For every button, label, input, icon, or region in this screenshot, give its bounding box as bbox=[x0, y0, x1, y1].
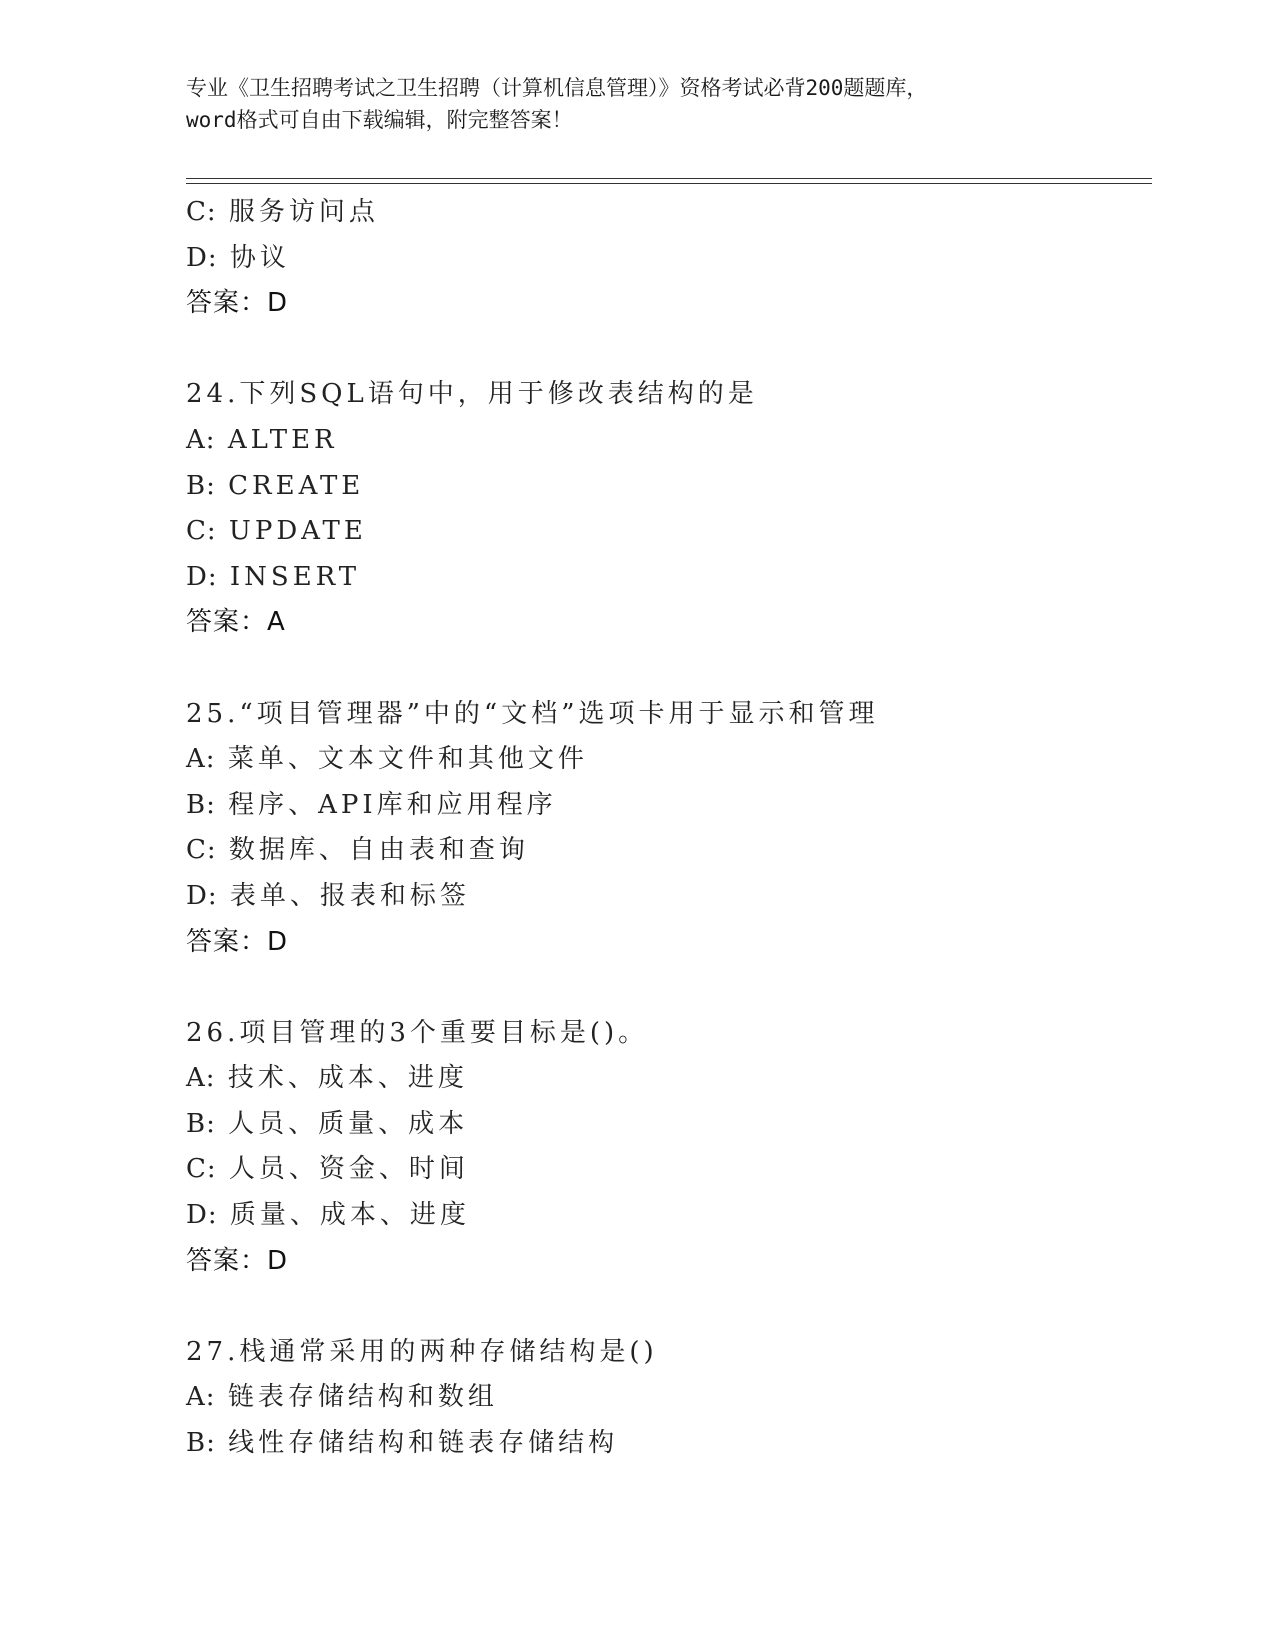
option-text: 协议 bbox=[229, 242, 290, 273]
option-line bbox=[186, 464, 1146, 510]
question-list bbox=[186, 190, 1146, 1467]
option-letter: C: bbox=[186, 197, 217, 227]
option-text: 程序、API库和应用程序 bbox=[228, 789, 557, 820]
option-line bbox=[186, 1421, 1146, 1467]
option-text: 菜单、文本文件和其他文件 bbox=[227, 744, 588, 775]
option-line bbox=[186, 1056, 1146, 1102]
option-letter: A: bbox=[186, 424, 216, 455]
option-line bbox=[186, 828, 1146, 874]
answer-line: 答案：D bbox=[186, 926, 289, 957]
option-letter: C: bbox=[186, 835, 217, 866]
option-text: 数据库、自由表和查询 bbox=[228, 835, 529, 866]
question-stem: 24.下列SQL语句中，用于修改表结构的是 bbox=[186, 379, 758, 410]
option-text: 质量、成本、进度 bbox=[229, 1200, 470, 1231]
option-letter: B: bbox=[186, 470, 216, 501]
answer-line: 答案：D bbox=[186, 288, 289, 319]
option-line bbox=[186, 236, 1146, 282]
header-divider-bottom bbox=[186, 183, 1152, 184]
question-stem: 26.项目管理的3个重要目标是()。 bbox=[186, 1017, 649, 1048]
option-line bbox=[186, 509, 1146, 555]
option-letter: C: bbox=[186, 1154, 217, 1185]
question-stem: 25.“项目管理器”中的“文档”选项卡用于显示和管理 bbox=[186, 698, 879, 729]
question-gap bbox=[186, 965, 1146, 1011]
document-header bbox=[186, 72, 1086, 136]
question-gap bbox=[186, 646, 1146, 692]
option-letter: D: bbox=[186, 242, 218, 273]
question-gap bbox=[186, 327, 1146, 373]
option-text: 线性存储结构和链表存储结构 bbox=[228, 1428, 619, 1459]
option-line bbox=[186, 874, 1146, 920]
option-text: 链表存储结构和数组 bbox=[227, 1382, 498, 1413]
option-letter: B: bbox=[186, 1428, 216, 1459]
option-line bbox=[186, 1193, 1146, 1239]
option-text: CREATE bbox=[228, 470, 365, 501]
option-line bbox=[186, 1375, 1146, 1421]
header-title-line-2: word格式可自由下载编辑，附完整答案！ bbox=[186, 108, 573, 132]
option-letter: D: bbox=[186, 561, 218, 592]
option-text: UPDATE bbox=[228, 516, 367, 547]
option-letter: A: bbox=[186, 744, 216, 775]
option-letter: D: bbox=[186, 880, 218, 911]
option-text: 表单、报表和标签 bbox=[229, 880, 470, 911]
option-line bbox=[186, 418, 1146, 464]
option-text: 人员、资金、时间 bbox=[228, 1154, 469, 1185]
header-title-line-1: 专业《卫生招聘考试之卫生招聘（计算机信息管理）》资格考试必背200题题库， bbox=[186, 76, 928, 100]
option-line bbox=[186, 1147, 1146, 1193]
option-text: 服务访问点 bbox=[228, 197, 379, 227]
option-text: INSERT bbox=[229, 561, 361, 592]
option-letter: A: bbox=[186, 1382, 216, 1413]
option-text: 人员、质量、成本 bbox=[228, 1108, 469, 1139]
option-text: 技术、成本、进度 bbox=[227, 1063, 468, 1094]
option-line bbox=[186, 737, 1146, 783]
option-line bbox=[186, 783, 1146, 829]
option-letter: B: bbox=[186, 1108, 216, 1139]
header-divider-top bbox=[186, 178, 1152, 179]
option-text: ALTER bbox=[227, 424, 338, 455]
answer-line: 答案：D bbox=[186, 1245, 289, 1276]
option-line bbox=[186, 555, 1146, 601]
answer-line: 答案：A bbox=[186, 607, 286, 638]
option-letter: D: bbox=[186, 1200, 218, 1231]
question-stem: 27.栈通常采用的两种存储结构是() bbox=[186, 1336, 658, 1367]
option-line bbox=[186, 1102, 1146, 1148]
option-letter: A: bbox=[186, 1063, 216, 1094]
option-letter: B: bbox=[186, 789, 216, 820]
question-gap bbox=[186, 1284, 1146, 1330]
option-letter: C: bbox=[186, 516, 217, 547]
option-line bbox=[186, 190, 1146, 236]
